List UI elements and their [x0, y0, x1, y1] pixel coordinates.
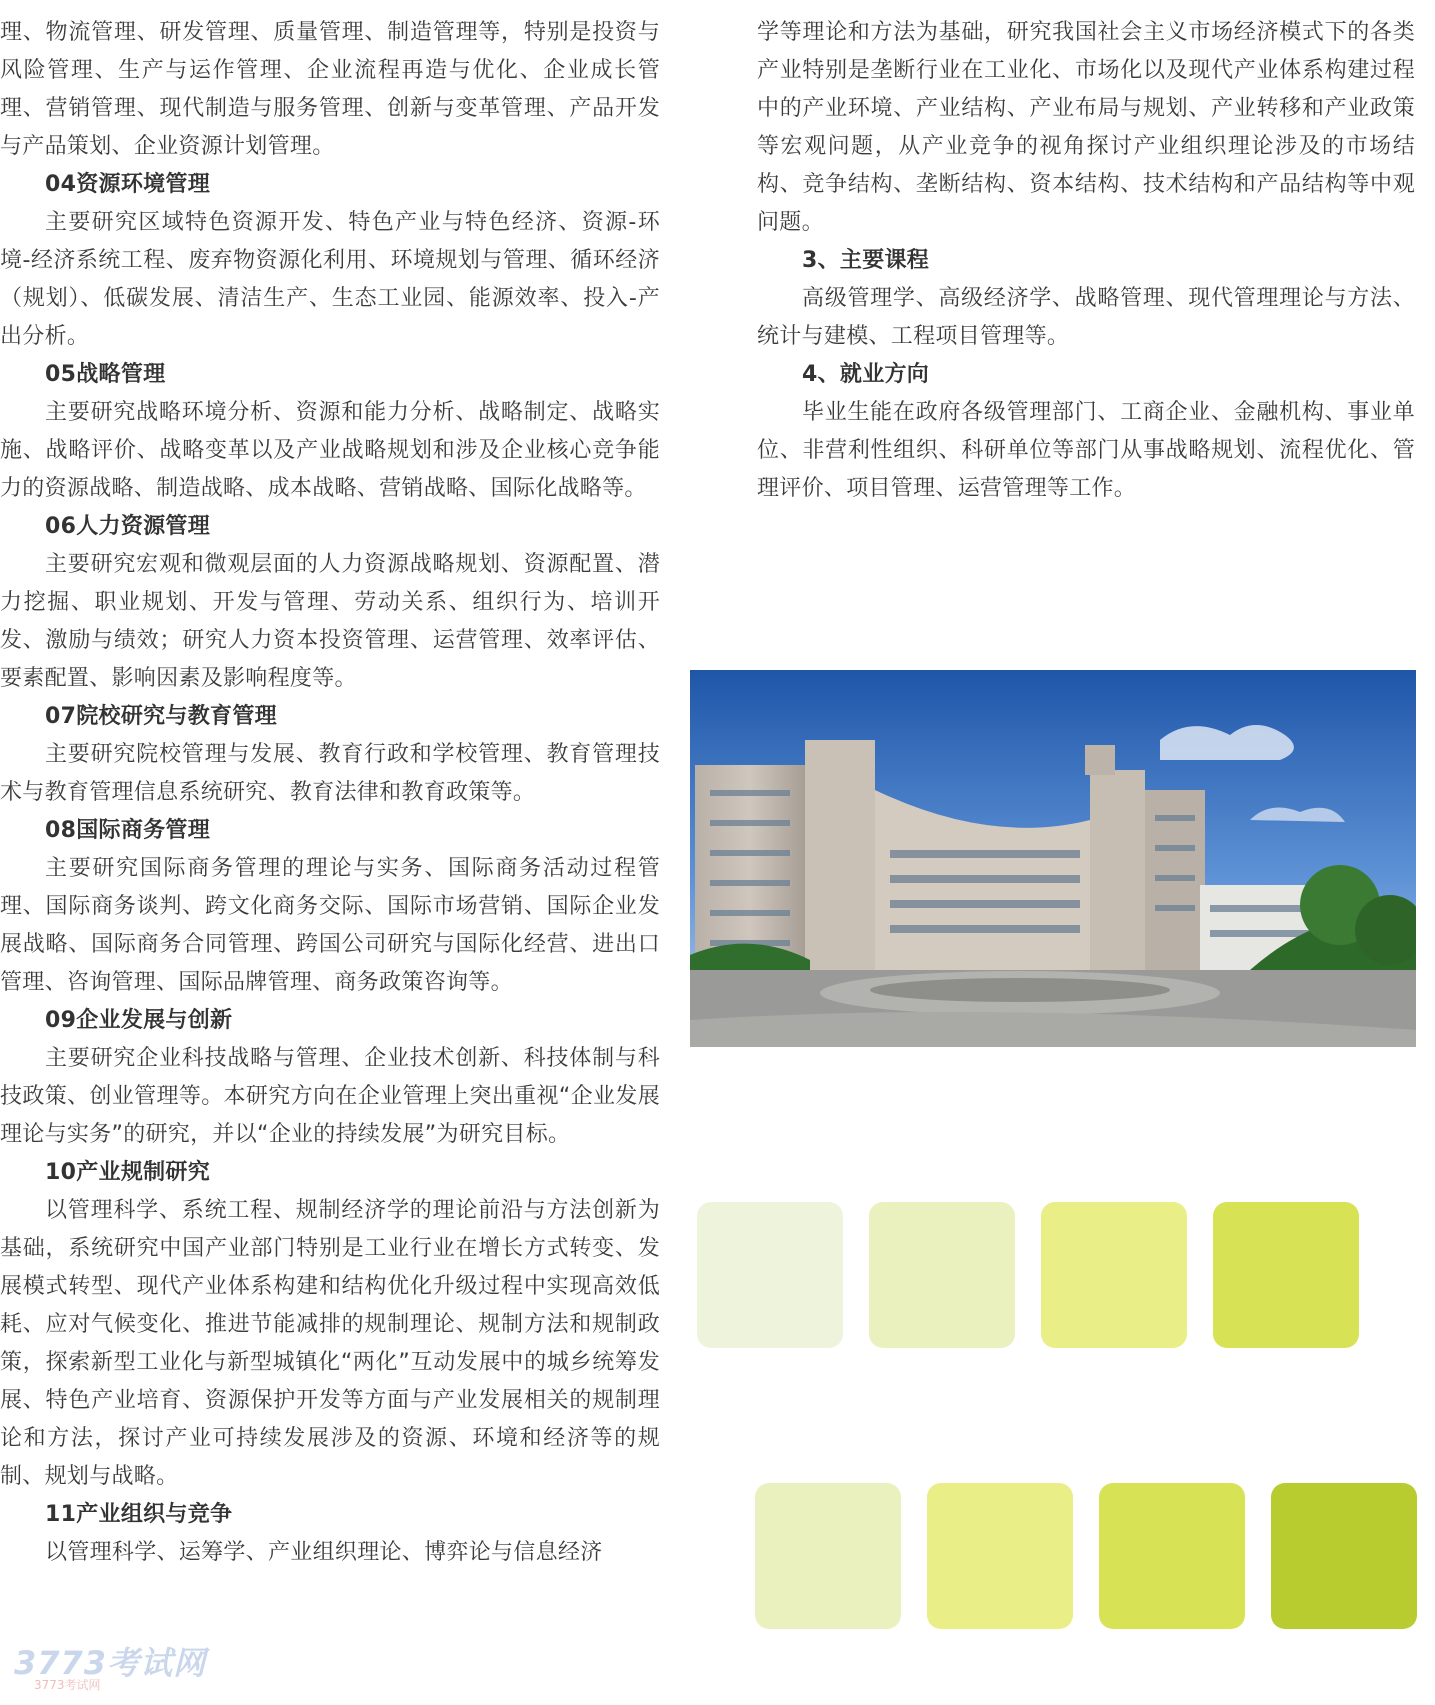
- color-swatch-3: [1041, 1202, 1187, 1348]
- section-heading: 3、主要课程: [802, 248, 930, 273]
- section-heading: 08国际商务管理: [45, 818, 211, 843]
- body-paragraph: 主要研究战略环境分析、资源和能力分析、战略制定、战略实施、战略评价、战略变革以及产业战略规划和涉及企业核心竞争能力的资源战略、制造战略、成本战略、营销战略、国际化战略等。: [0, 400, 660, 501]
- section-heading: 09企业发展与创新: [45, 1008, 233, 1033]
- section-heading: 04资源环境管理: [45, 172, 211, 197]
- right-text-column: [757, 14, 1415, 508]
- body-paragraph: 主要研究企业科技战略与管理、企业技术创新、科技体制与科技政策、创业管理等。本研究方向在企业管理上突出重视“企业发展理论与实务”的研究，并以“企业的持续发展”为研究目标。: [0, 1046, 660, 1147]
- section-heading: 05战略管理: [45, 362, 166, 387]
- body-paragraph: 主要研究区域特色资源开发、特色产业与特色经济、资源-环境-经济系统工程、废弃物资源化利用、环境规划与管理、循环经济（规划）、低碳发展、清洁生产、生态工业园、能源效率、投入-产出分析。: [0, 210, 660, 349]
- campus-photo-illustration: [690, 670, 1416, 1047]
- body-paragraph: 以管理科学、系统工程、规制经济学的理论前沿与方法创新为基础，系统研究中国产业部门特别是工业行业在增长方式转变、发展模式转型、现代产业体系构建和结构优化升级过程中实现高效低耗、应对气候变化、推进节能减排的规制理论、规制方法和规制政策，探索新型工业化与新型城镇化“两化”互动发展中的城乡统筹发展、特色产业培育、资源保护开发等方面与产业发展相关的规制理论和方法，探讨产业可持续发展涉及的资源、环境和经济等的规制、规划与战略。: [0, 1198, 660, 1489]
- section-heading: 11产业组织与竞争: [45, 1502, 233, 1527]
- body-paragraph: 以管理科学、运筹学、产业组织理论、博弈论与信息经济: [45, 1540, 603, 1565]
- left-text-column: [0, 14, 660, 1572]
- body-paragraph: 主要研究宏观和微观层面的人力资源战略规划、资源配置、潜力挖掘、职业规划、开发与管理、劳动关系、组织行为、培训开发、激励与绩效；研究人力资本投资管理、运营管理、效率评估、要素配置、影响因素及影响程度等。: [0, 552, 660, 691]
- campus-building-photo: [690, 670, 1416, 1047]
- body-paragraph: 高级管理学、高级经济学、战略管理、现代管理理论与方法、统计与建模、工程项目管理等。: [757, 286, 1415, 349]
- color-swatch-5: [755, 1483, 901, 1629]
- body-paragraph: 主要研究院校管理与发展、教育行政和学校管理、教育管理技术与教育管理信息系统研究、教育法律和教育政策等。: [0, 742, 660, 805]
- color-swatch-2: [869, 1202, 1015, 1348]
- color-swatch-7: [1099, 1483, 1245, 1629]
- body-paragraph: 学等理论和方法为基础，研究我国社会主义市场经济模式下的各类产业特别是垄断行业在工业化、市场化以及现代产业体系构建过程中的产业环境、产业结构、产业布局与规划、产业转移和产业政策等宏观问题，从产业竞争的视角探讨产业组织理论涉及的市场结构、竞争结构、垄断结构、资本结构、技术结构和产品结构等中观问题。: [757, 20, 1415, 235]
- color-swatch-1: [697, 1202, 843, 1348]
- site-watermark-logo: 3773考试网: [14, 1644, 207, 1682]
- color-swatch-8: [1271, 1483, 1417, 1629]
- body-paragraph: 理、物流管理、研发管理、质量管理、制造管理等，特别是投资与风险管理、生产与运作管理、企业流程再造与优化、企业成长管理、营销管理、现代制造与服务管理、创新与变革管理、产品开发与产品策划、企业资源计划管理。: [0, 20, 660, 159]
- site-watermark-sub: 3773考试网: [34, 1678, 101, 1692]
- color-swatch-6: [927, 1483, 1073, 1629]
- section-heading: 10产业规制研究: [45, 1160, 211, 1185]
- section-heading: 4、就业方向: [802, 362, 930, 387]
- color-swatch-4: [1213, 1202, 1359, 1348]
- body-paragraph: 毕业生能在政府各级管理部门、工商企业、金融机构、事业单位、非营利性组织、科研单位等部门从事战略规划、流程优化、管理评价、项目管理、运营管理等工作。: [757, 400, 1415, 501]
- body-paragraph: 主要研究国际商务管理的理论与实务、国际商务活动过程管理、国际商务谈判、跨文化商务交际、国际市场营销、国际企业发展战略、国际商务合同管理、跨国公司研究与国际化经营、进出口管理、咨询管理、国际品牌管理、商务政策咨询等。: [0, 856, 660, 995]
- section-heading: 06人力资源管理: [45, 514, 211, 539]
- section-heading: 07院校研究与教育管理: [45, 704, 277, 729]
